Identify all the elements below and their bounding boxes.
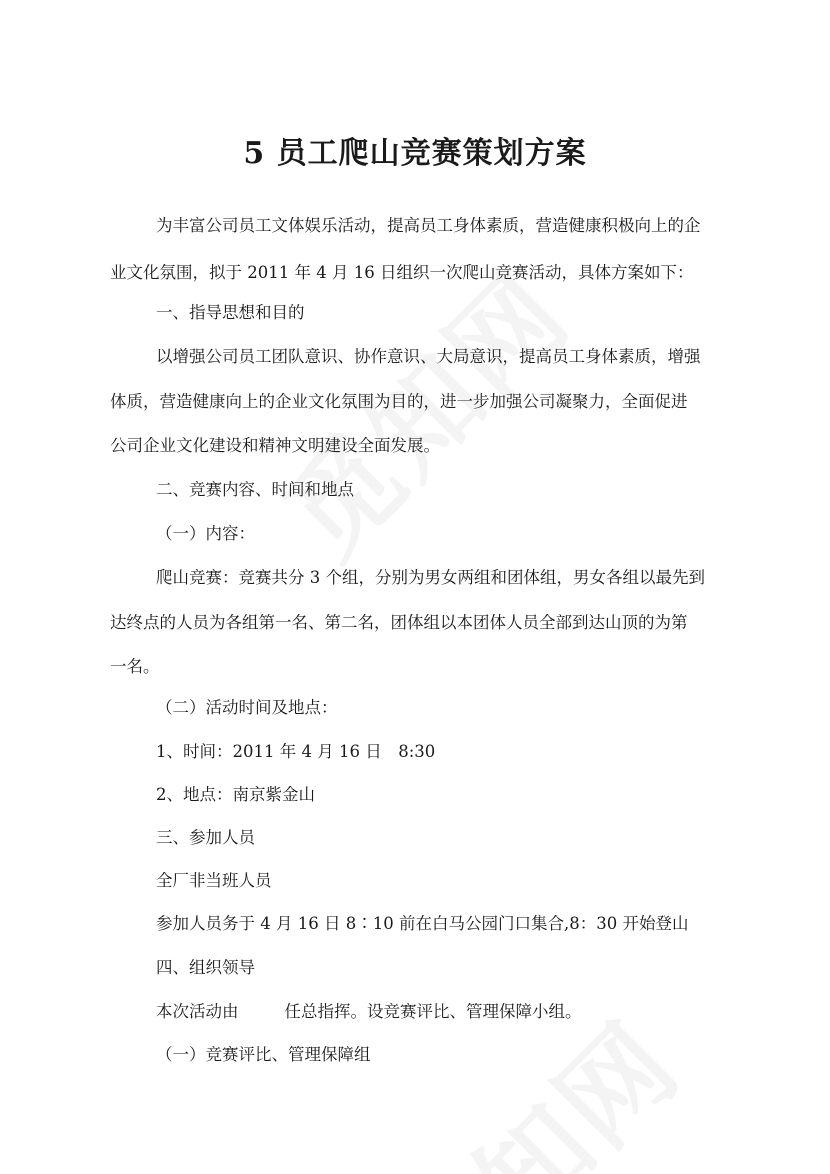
leader-line — [110, 988, 766, 1035]
place-line: 2、地点：南京紫金山 — [156, 785, 315, 804]
paragraph-purpose-line-1: 以增强公司员工团队意识、协作意识、大局意识，提高员工身体素质，增强 — [156, 347, 701, 366]
paragraph-intro-line-1: 为丰富公司员工文体娱乐活动，提高员工身体素质，营造健康积极向上的企 — [156, 216, 701, 235]
subsection-heading-time-place: （二）活动时间及地点： — [156, 698, 338, 717]
section-heading-4: 四、组织领导 — [156, 958, 255, 977]
leader-line-suffix: 任总指挥。设竞赛评比、管理保障小组。 — [284, 1002, 582, 1021]
subsection-heading-review-group: （一）竞赛评比、管理保障组 — [156, 1045, 371, 1064]
subsection-heading-content: （一）内容： — [156, 524, 255, 543]
paragraph-content-line-3: 一名。 — [110, 657, 160, 676]
paragraph-purpose-line-3: 公司企业文化建设和精神文明建设全面发展。 — [110, 436, 440, 455]
section-heading-1: 一、指导思想和目的 — [156, 303, 305, 322]
paragraph-content-line-2: 达终点的人员为各组第一名、第二名，团体组以本团体人员全部到达山顶的为第 — [110, 613, 688, 632]
section-heading-2: 二、竞赛内容、时间和地点 — [156, 480, 354, 499]
paragraph-content-line-1: 爬山竞赛：竞赛共分 3 个组，分别为男女两组和团体组，男女各组以最先到 — [156, 568, 705, 587]
time-line: 1、时间：2011 年 4 月 16 日 8:30 — [156, 742, 436, 761]
leader-line-prefix: 本次活动由 — [156, 1002, 239, 1021]
paragraph-purpose-line-2: 体质，营造健康向上的企业文化氛围为目的，进一步加强公司凝聚力，全面促进 — [110, 392, 688, 411]
document-title: 5 员工爬山竞赛策划方案 — [243, 136, 587, 171]
assembly-line: 参加人员务于 4 月 16 日 8∶10 前在白马公园门口集合,8：30 开始登山 — [156, 914, 689, 933]
section-heading-3: 三、参加人员 — [156, 828, 255, 847]
participants-line: 全厂非当班人员 — [156, 871, 272, 890]
paragraph-intro-line-2: 业文化氛围，拟于 2011 年 4 月 16 日组织一次爬山竞赛活动，具体方案如下： — [110, 263, 694, 282]
